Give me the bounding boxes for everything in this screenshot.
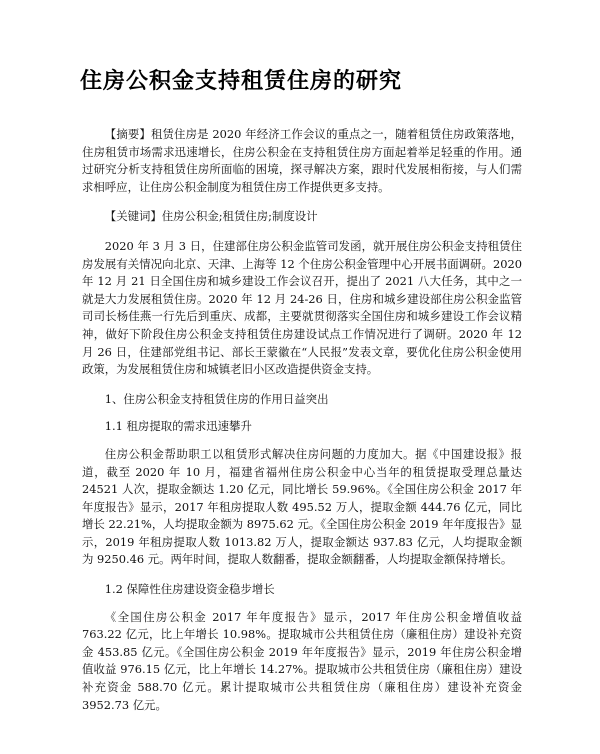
section-1-2-heading: 1.2 保障性住房建设资金稳步增长 [104,582,275,597]
section-1-1-paragraph: 住房公积金帮助职工以租赁形式解决住房问题的力度加大。据《中国建设报》报道，截至 2020 年 10 月，福建省福州住房公积金中心当年的租赁提取受理总量达 24521 人次，提取金额达 1.20 亿元，同比增长 59.96%。《全国住房公积金 2017 年年度报告》显示，2017 年租房提取人数 495.52 万人，提取金额 444.76 亿元，同比增长 22.21%，人均提取金额为 8975.62 元。《全国住房公积金 2019 年年度报告》显示，2019 年租房提取人数 1013.82 万人，提取金额达 937.83 亿元，人均提取金额为 9250.46 元。两年时间，提取人数翻番，提取金额翻番，人均提取金额保持增长。 [82,446,522,567]
keywords-text: 住房公积金;租赁住房;制度设计 [161,209,318,224]
abstract [82,126,522,196]
intro-paragraph: 2020 年 3 月 3 日，住建部住房公积金监管司发函，就开展住房公积金支持租赁住房发展有关情况向北京、天津、上海等 12 个住房公积金管理中心开展书面调研。2020 年 12 月 21 日全国住房和城乡建设工作会议召开，提出了 2021 八大任务，其中之一就是大力发展租赁住房。2020 年 12 月 24-26 日，住房和城乡建设部住房公积金监管司司长杨佳燕一行先后到重庆、成都，主要就贯彻落实全国住房和城乡建设工作会议精神，做好下阶段住房公积金支持租赁住房建设试点工作情况进行了调研。2020 年 12 月 26 日，住建部党组书记、部长王蒙徽在“人民报”发表文章，要优化住房公积金使用政策，为发展租赁住房和城镇老旧小区改造提供资金支持。 [82,238,522,377]
section-1-2-paragraph: 《全国住房公积金 2017 年年度报告》显示，2017 年住房公积金增值收益 763.22 亿元，比上年增长 10.98%。提取城市公共租赁住房（廉租住房）建设补充资金 453.85 亿元。《全国住房公积金 2019 年年度报告》显示，2019 年住房公积金增值收益 976.15 亿元，比上年增长 14.27%。提取城市公共租赁住房（廉租住房）建设补充资金 588.70 亿元。累计提取城市公共租赁住房（廉租住房）建设补充资金 3952.73 亿元。 [82,609,522,712]
paper-title: 住房公积金支持租赁住房的研究 [80,69,403,94]
keywords [82,208,522,226]
paper-body [82,126,522,714]
section-1-heading: 1、住房公积金支持租赁住房的作用日益突出 [104,391,329,406]
abstract-text: 租赁住房是 2020 年经济工作会议的重点之一，随着租赁住房政策落地，住房租赁市场需求迅速增长，住房公积金在支持租赁住房方面起着举足轻重的作用。通过研究分析支持租赁住房所面临的困境，探寻解决方案，跟时代发展相衔接，与人们需求相呼应，让住房公积金制度为租赁住房工作提供更多支持。 [82,127,522,194]
section-1-1-heading: 1.1 租房提取的需求迅速攀升 [104,419,252,434]
keywords-label: 【关键词】 [104,209,162,224]
abstract-label: 【摘要】 [104,127,151,141]
